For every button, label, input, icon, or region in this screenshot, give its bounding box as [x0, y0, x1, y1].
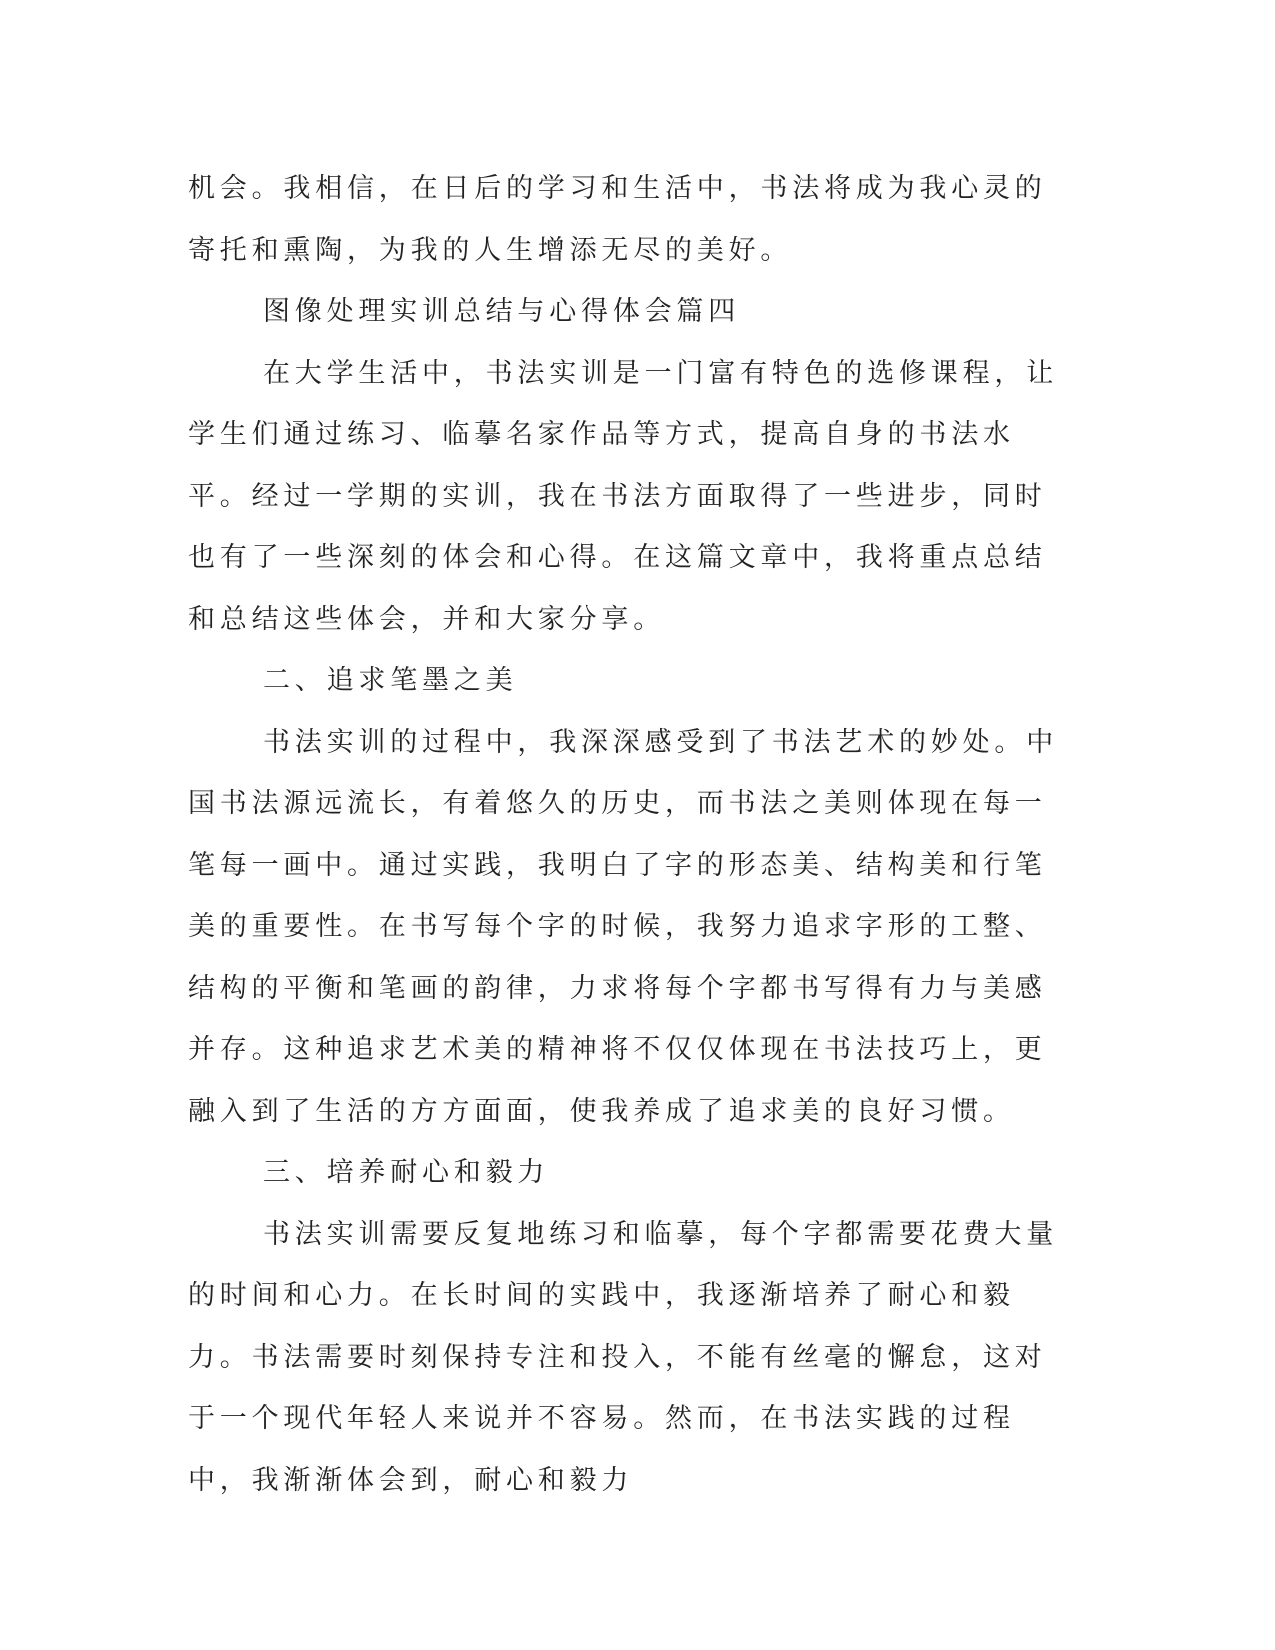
section-heading-2: 二、追求笔墨之美: [263, 665, 518, 696]
paragraph-section-3: 书法实训需要反复地练习和临摹，每个字都需要花费大量的时间和心力。在长时间的实践中，我逐渐培养了耐心和毅力。书法需要时刻保持专注和投入，不能有丝毫的懈怠，这对于一个现代年轻人来说并不容易。然而，在书法实践的过程中，我渐渐体会到，耐心和毅力: [188, 1218, 1058, 1496]
document-body: [188, 158, 1078, 1511]
section-title: 图像处理实训总结与心得体会篇四: [263, 296, 740, 327]
section-heading-3: 三、培养耐心和毅力: [263, 1157, 550, 1188]
paragraph-continuation: 机会。我相信，在日后的学习和生活中，书法将成为我心灵的寄托和熏陶，为我的人生增添无尽的美好。: [188, 173, 1047, 266]
paragraph-intro: 在大学生活中，书法实训是一门富有特色的选修课程，让学生们通过练习、临摹名家作品等方式，提高自身的书法水平。经过一学期的实训，我在书法方面取得了一些进步，同时也有了一些深刻的体会和心得。在这篇文章中，我将重点总结和总结这些体会，并和大家分享。: [188, 357, 1058, 635]
paragraph-section-2: 书法实训的过程中，我深深感受到了书法艺术的妙处。中国书法源远流长，有着悠久的历史，而书法之美则体现在每一笔每一画中。通过实践，我明白了字的形态美、结构美和行笔美的重要性。在书写每个字的时候，我努力追求字形的工整、结构的平衡和笔画的韵律，力求将每个字都书写得有力与美感并存。这种追求艺术美的精神将不仅仅体现在书法技巧上，更融入到了生活的方方面面，使我养成了追求美的良好习惯。: [188, 726, 1058, 1127]
